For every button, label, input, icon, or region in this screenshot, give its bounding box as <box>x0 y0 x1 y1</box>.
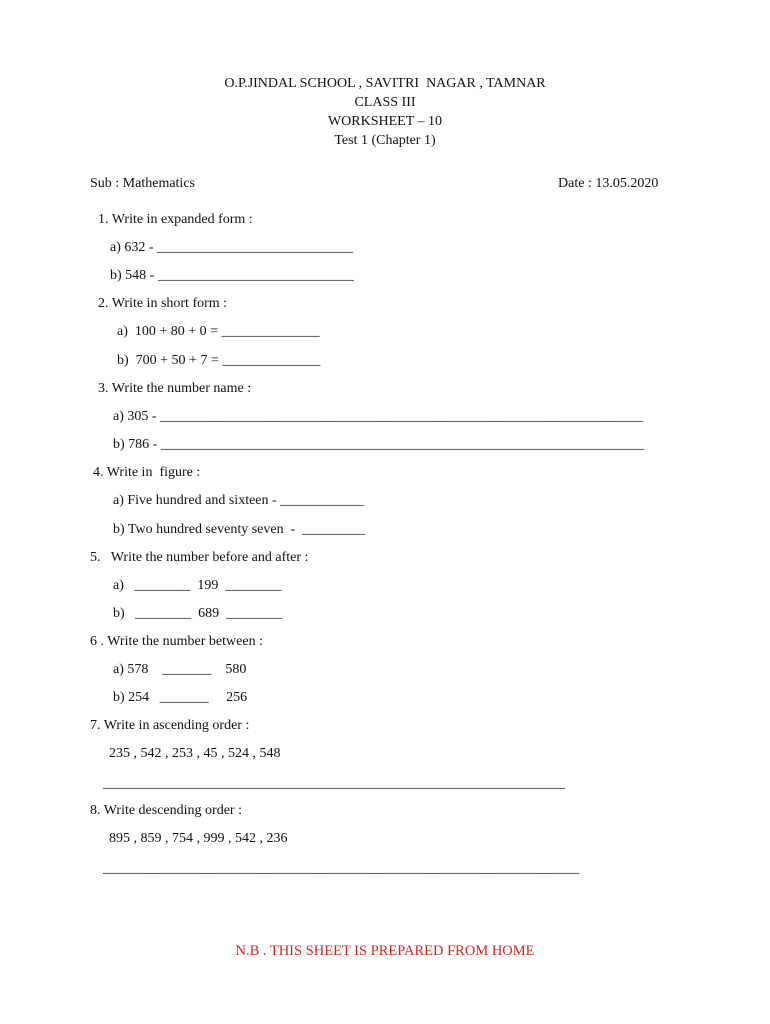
question-5a: a) ________ 199 ________ <box>113 578 282 593</box>
footer-note: N.B . THIS SHEET IS PREPARED FROM HOME <box>235 943 535 959</box>
question-1a: a) 632 - ____________________________ <box>110 240 354 255</box>
question-6a: a) 578 _______ 580 <box>113 662 247 677</box>
question-2a: a) 100 + 80 + 0 = ______________ <box>117 324 320 339</box>
question-3a: a) 305 - _____________________________________________________________________ <box>113 409 644 424</box>
school-name: O.P.JINDAL SCHOOL , SAVITRI NAGAR , TAMNAR <box>224 76 546 91</box>
question-5-heading: 5. Write the number before and after : <box>90 550 309 565</box>
question-3b: b) 786 - _____________________________________________________________________ <box>113 437 644 452</box>
question-8-answer-line: ____________________________________________________________________ <box>103 861 579 876</box>
question-7-answer-line: __________________________________________________________________ <box>103 776 565 791</box>
test-title: Test 1 (Chapter 1) <box>334 133 436 148</box>
question-8-numbers: 895 , 859 , 754 , 999 , 542 , 236 <box>109 831 288 846</box>
question-5b: b) ________ 689 ________ <box>113 606 283 621</box>
question-3-heading: 3. Write the number name : <box>98 381 252 396</box>
worksheet-title: WORKSHEET – 10 <box>327 114 443 129</box>
question-2-heading: 2. Write in short form : <box>98 296 228 311</box>
class-title: CLASS III <box>354 95 416 110</box>
question-1b: b) 548 - ____________________________ <box>110 268 354 283</box>
question-4-heading: 4. Write in figure : <box>93 465 201 480</box>
question-1-heading: 1. Write in expanded form : <box>98 212 253 227</box>
question-7-numbers: 235 , 542 , 253 , 45 , 524 , 548 <box>109 746 281 761</box>
subject-label: Sub : Mathematics <box>90 176 195 191</box>
question-7-heading: 7. Write in ascending order : <box>90 718 250 733</box>
question-8-heading: 8. Write descending order : <box>90 803 242 818</box>
question-2b: b) 700 + 50 + 7 = ______________ <box>117 353 321 368</box>
question-6b: b) 254 _______ 256 <box>113 690 248 705</box>
question-4b: b) Two hundred seventy seven - _________ <box>113 522 366 537</box>
question-4a: a) Five hundred and sixteen - ____________ <box>113 493 365 508</box>
question-6-heading: 6 . Write the number between : <box>90 634 263 649</box>
date-label: Date : 13.05.2020 <box>558 176 659 191</box>
